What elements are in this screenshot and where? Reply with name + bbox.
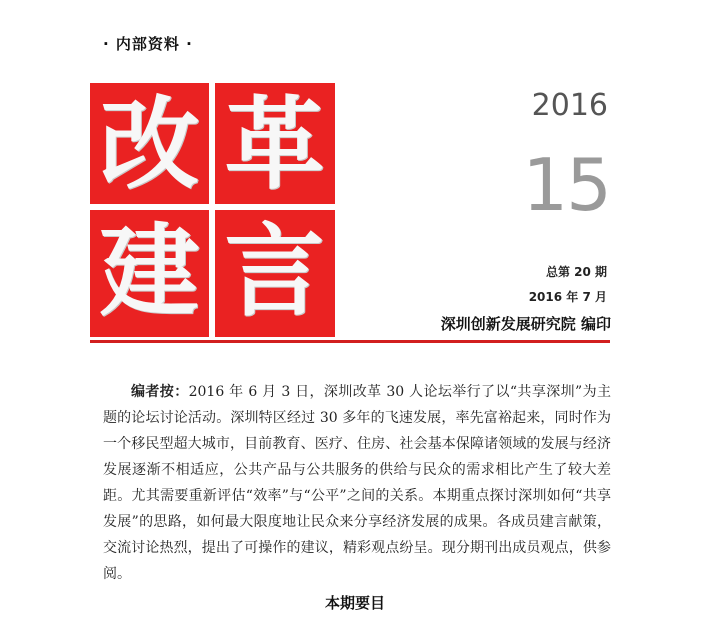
section-title: 本期要目	[324, 594, 385, 612]
logo-char-jian: 建	[99, 211, 200, 330]
editor-note	[103, 379, 611, 587]
issue-year: 2016	[531, 88, 608, 123]
issue-total: 总第 20 期	[545, 265, 607, 279]
masthead-logo	[90, 83, 335, 337]
issue-number: 15	[522, 143, 610, 227]
classification-label: · 内部资料 ·	[103, 35, 193, 53]
editor-note-label: 编者按：	[131, 384, 189, 400]
issue-date: 2016 年 7 月	[528, 290, 607, 304]
editor-note-text: 2016 年 6 月 3 日，深圳改革 30 人论坛举行了以“共享深圳”为主题的论坛讨论活动。深圳特区经过 30 多年的飞速发展，率先富裕起来，同时作为一个移民型超大城市，目前教育、医疗、住房、社会基本保障诸领域的发展与经济发展逐渐不相适应，公共产品与公共服务的供给与民众的需求相比产生了较大差距。尤其需要重新评估“效率”与“公平”之间的关系。本期重点探讨深圳如何“共享发展”的思路，如何最大限度地让民众来分享经济发展的成果。各成员建言献策，交流讨论热烈，提出了可操作的建议，精彩观点纷呈。现分期刊出成员观点，供参阅。	[103, 384, 611, 582]
header-rule	[90, 340, 610, 343]
publisher-line: 深圳创新发展研究院 编印	[440, 315, 611, 333]
logo-char-ge: 革	[224, 84, 325, 203]
logo-char-yan: 言	[224, 211, 325, 330]
logo-char-gai: 改	[99, 84, 200, 203]
